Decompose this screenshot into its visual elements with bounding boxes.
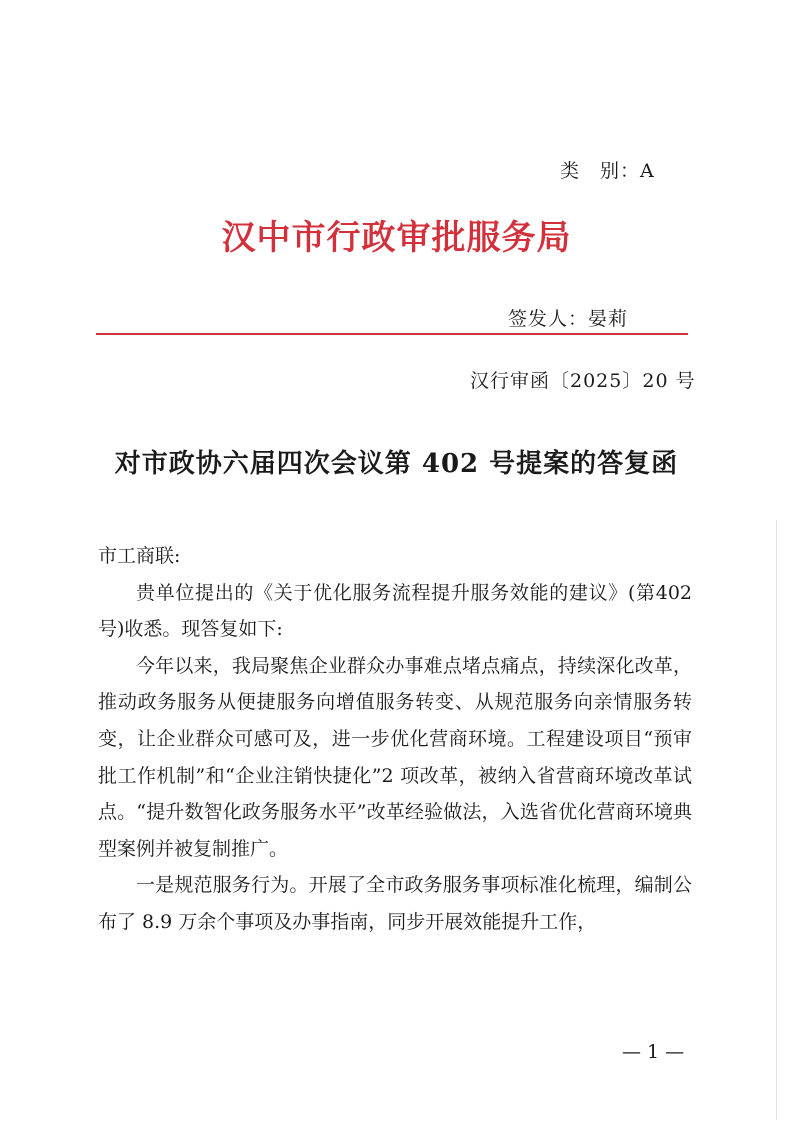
paragraph-3: 一是规范服务行为。开展了全市政务服务事项标准化梳理，编制公布了 8.9 万余个事项及办事指南，同步开展效能提升工作， (98, 874, 692, 933)
issuer-title: 汉中市行政审批服务局 (221, 218, 572, 258)
document-body (98, 538, 692, 941)
red-divider (96, 333, 688, 335)
salutation: 市工商联: (98, 545, 181, 567)
signer-label: 签发人：晏莉 (508, 308, 629, 330)
paragraph-1: 贵单位提出的《关于优化服务流程提升服务效能的建议》(第402号)收悉。现答复如下: (98, 581, 692, 641)
document-title: 对市政协六届四次会议第 402 号提案的答复函 (114, 449, 679, 479)
document-number: 汉行审函〔2025〕20 号 (470, 370, 696, 392)
paragraph-2: 今年以来，我局聚焦企业群众办事难点堵点痛点，持续深化改革，推动政务服务从便捷服务向增值服务转变、从规范服务向亲情服务转变，让企业群众可感可及，进一步优化营商环境。工程建设项目“预审批工作机制”和“企业注销快捷化”2 项改革，被纳入省营商环境改革试点。“提升数智化政务服务水平”改革经验做法，入选省优化营商环境典型案例并被复制推广。 (98, 654, 692, 860)
scan-edge-line (776, 520, 777, 1120)
category-label: 类 别：A (560, 160, 655, 182)
page-number: — 1 — (622, 1041, 685, 1063)
